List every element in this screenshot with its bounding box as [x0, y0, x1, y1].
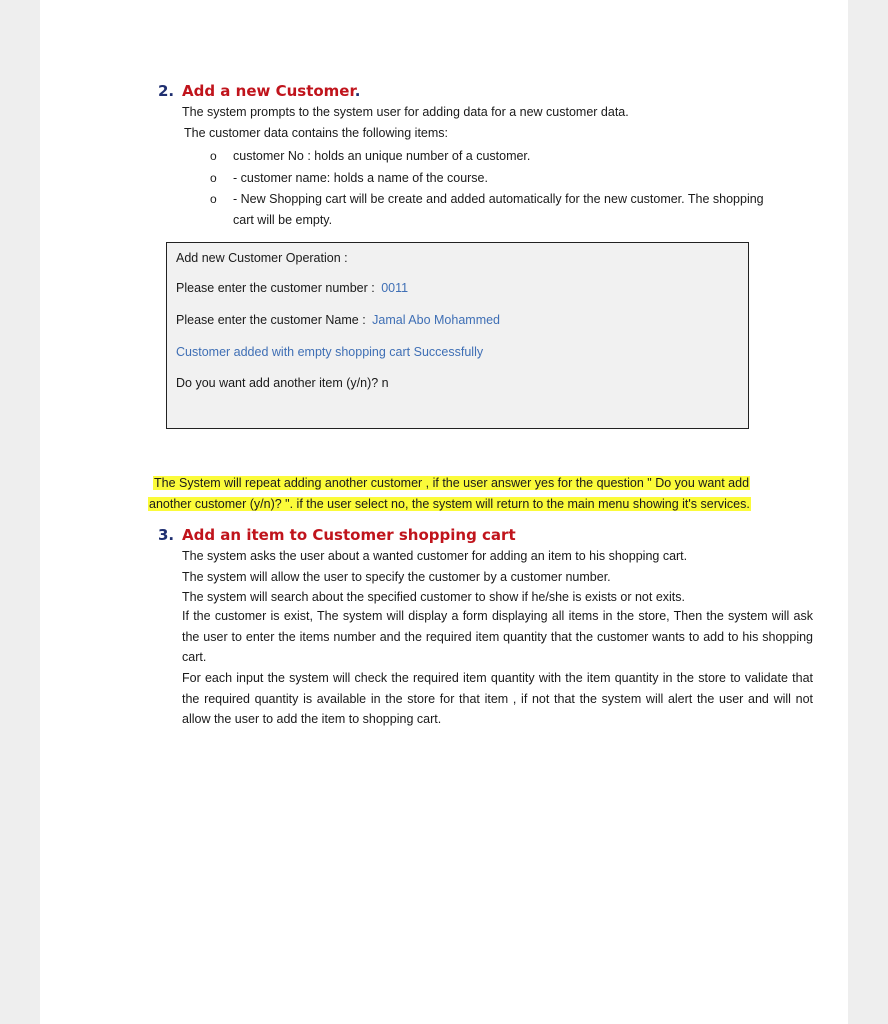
- section-2-title-period: .: [354, 82, 361, 100]
- section-3-paragraph-4: If the customer is exist, The system will display a form displaying all items in the store, Then the system will ask the user to enter the items number and the required item quantity that the customer wants to add to his shopping cart.: [182, 609, 813, 664]
- section-3-paragraph-3: The system will search about the specified customer to show if he/she is exists or not exits.: [182, 590, 685, 604]
- section-3-paragraph-2: The system will allow the user to specify the customer by a customer number.: [182, 570, 611, 584]
- highlight-note-text-2: another customer (y/n)? ". if the user select no, the system will return to the main menu showing it's services.: [149, 497, 750, 511]
- section-2-line-1: The system prompts to the system user for adding data for a new customer data.: [182, 105, 629, 119]
- section-3-paragraph-5: For each input the system will check the required item quantity with the item quantity in the store to validate that the required quantity is available in the store for that item , if not that the system will alert the user and will not allow the user to add the item to shopping cart.: [182, 671, 813, 726]
- section-2-title: Add a new Customer: [182, 82, 355, 100]
- bullet-circle-icon: o: [210, 149, 217, 163]
- highlight-note-text-1: The System will repeat adding another customer , if the user answer yes for the question " Do you want add: [154, 476, 750, 490]
- section-2-line-2: The customer data contains the following items:: [184, 126, 449, 140]
- section-3-paragraph-1: The system asks the user about a wanted customer for adding an item to his shopping cart.: [182, 549, 688, 563]
- repeat-prompt: Do you want add another item (y/n)? n: [176, 376, 389, 390]
- highlight-note-line-2: [148, 495, 751, 513]
- section-2-number: 2.: [158, 82, 175, 100]
- success-message: Customer added with empty shopping cart Successfully: [176, 345, 484, 359]
- bullet-item-3-continued: cart will be empty.: [233, 213, 333, 227]
- section-3-title: Add an item to Customer shopping cart: [182, 526, 516, 544]
- customer-name-line: [176, 313, 500, 327]
- bullet-item-2: - customer name: holds a name of the course.: [233, 171, 488, 185]
- customer-number-value: 0011: [381, 281, 409, 295]
- customer-operation-box: [166, 242, 749, 429]
- operation-title: Add new Customer Operation :: [176, 251, 348, 265]
- customer-number-line: [176, 281, 408, 295]
- customer-name-value: Jamal Abo Mohammed: [372, 313, 501, 327]
- section-3-number: 3.: [158, 526, 175, 544]
- section-2-heading: [158, 82, 360, 100]
- customer-number-prompt: Please enter the customer number :: [176, 281, 375, 295]
- customer-name-prompt: Please enter the customer Name :: [176, 313, 366, 327]
- section-3-heading: [158, 526, 516, 544]
- bullet-circle-icon: o: [210, 192, 217, 206]
- bullet-circle-icon: o: [210, 171, 217, 185]
- bullet-item-3: - New Shopping cart will be create and added automatically for the new customer. The shopping: [233, 192, 764, 206]
- bullet-item-1: customer No : holds an unique number of a customer.: [233, 149, 531, 163]
- highlight-note-line-1: [153, 474, 750, 492]
